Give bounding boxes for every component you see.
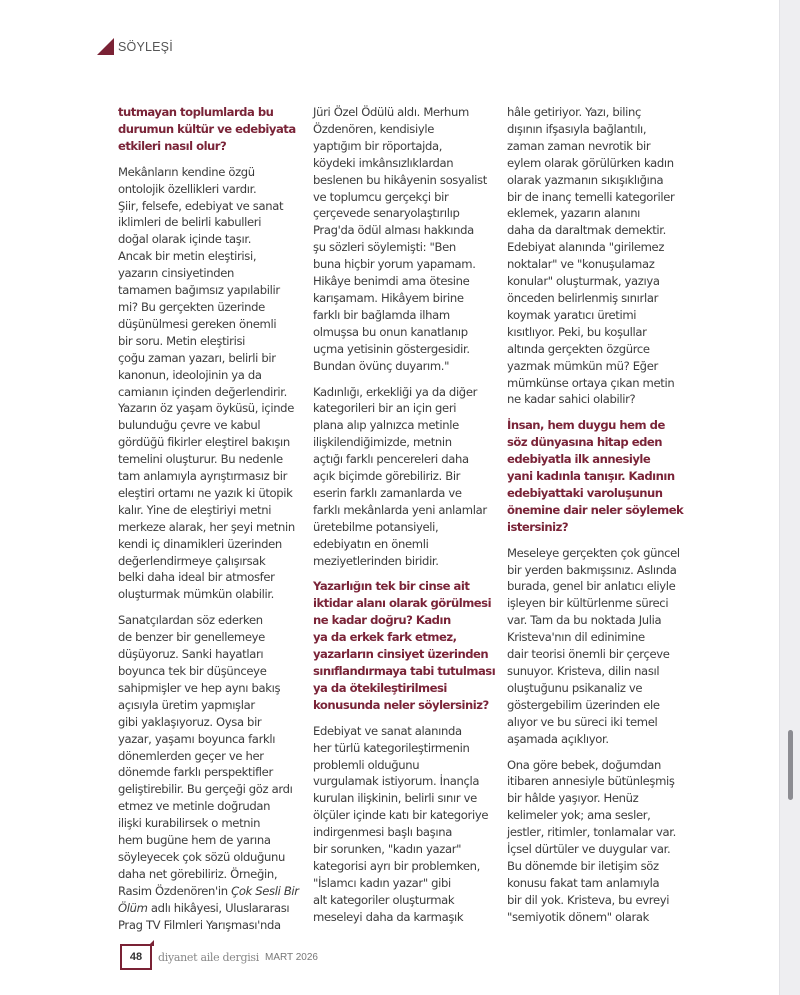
text-line: mümkünse ortaya çıkan metin (507, 375, 675, 390)
text-line: konusunda neler söylersiniz? (313, 697, 489, 712)
text-line: etmez ve metinle doğrudan (118, 799, 271, 814)
section-header (97, 38, 173, 55)
italic-title: Çok Sesli Bir (231, 883, 299, 898)
text-line: ne kadar doğru? Kadın (313, 613, 451, 628)
text-line: farklı bir bağlamda ilham (313, 307, 450, 322)
text-line: bir soru. Metin eleştirisi (118, 333, 246, 348)
answer-paragraph (507, 545, 697, 748)
answer-paragraph (507, 757, 697, 926)
viewer-side-panel (779, 0, 800, 995)
column-3 (507, 104, 697, 935)
text-line: yazarın cinsiyetinden (118, 266, 234, 281)
text-line: iklimleri de belirli kabulleri (118, 215, 262, 230)
text-line: ya da ötekileştirilmesi (313, 680, 447, 695)
text-line: konusu fakat tam anlamıyla (507, 875, 660, 890)
text-line: edebiyattaki varoluşunun (507, 485, 663, 500)
text-line: beslenen bu hikâyenin sosyalist (313, 172, 487, 187)
text-line: oluştuğunu psikanaliz ve (507, 680, 643, 695)
text-line: mi? Bu gerçekten üzerinde (118, 299, 265, 314)
text-line: Şiir, felsefe, edebiyat ve sanat (118, 198, 284, 213)
text-line: Kadınlığı, erkekliği ya da diğer (313, 384, 478, 399)
text-line: "semiyotik dönem" olarak (507, 909, 649, 924)
column-2 (313, 104, 503, 935)
interview-question (313, 578, 503, 713)
page-number: 48 (120, 944, 152, 970)
text-line: bir sorunken, "kadın yazar" (313, 842, 462, 857)
text-line: altında gerçekten özgürce (507, 341, 650, 356)
text-line: kalır. Yine de eleştiriyi metni (118, 502, 272, 517)
italic-title: Ölüm (118, 900, 148, 915)
text-line: belki daha ideal bir atmosfer (118, 570, 275, 585)
text-line: şu sözleri söylemişti: "Ben (313, 240, 456, 255)
text-line: açık biçimde görebiliriz. Bir (313, 469, 461, 484)
text-line: buna hiçbir yorum yapamam. (313, 257, 476, 272)
text-line: düşüyoruz. Sanki hayatları (118, 647, 264, 662)
text-line: iktidar alanı olarak görülmesi (313, 596, 492, 611)
text-line: Prag'da ödül alması hakkında (313, 223, 474, 238)
answer-paragraph (507, 104, 697, 408)
triangle-logo-icon (97, 38, 114, 55)
text-line: dönemde farklı perspektifler (118, 765, 273, 780)
text-line: kurulan ilişkinin, belirli sınır ve (313, 791, 477, 806)
text-segment: adlı hikâyesi, Uluslararası (147, 900, 290, 915)
text-line: tamamen bağımsız yapılabilir (118, 283, 280, 298)
answer-paragraph (118, 164, 308, 604)
text-line: farklı mekânlarda yeni anlamlar (313, 502, 487, 517)
text-line: kısıtlıyor. Peki, bu koşullar (507, 324, 647, 339)
text-line: itibaren annesiyle bütünleşmiş (507, 774, 675, 789)
text-line: Yazarın öz yaşam öyküsü, içinde (118, 401, 294, 416)
text-line: söz dünyasına hitap eden (507, 435, 663, 450)
text-line: kategorisi ayrı bir problemken, (313, 858, 480, 873)
text-line: Meseleye gerçekten çok güncel (507, 545, 680, 560)
text-line: düşünülmesi gereken önemli (118, 316, 277, 331)
text-line: doğal olarak içinde taşır. (118, 232, 252, 247)
text-line: merkeze alarak, her şeyi metnin (118, 519, 295, 534)
text-line: önemine dair neler söylemek (507, 502, 684, 517)
magazine-name: diyanet aile dergisi (158, 950, 259, 964)
text-line: edebiyatın en önemli (313, 536, 429, 551)
text-line: Prag TV Filmleri Yarışması'nda (118, 917, 281, 932)
text-line (118, 883, 308, 900)
text-line: bulunduğu çevre ve kabul (118, 418, 261, 433)
text-line: dair teorisi önemli bir çerçeve (507, 647, 670, 662)
text-line: ilişki kurabilirsek o metnin (118, 816, 261, 831)
text-line: indirgenmesi başlı başına (313, 825, 452, 840)
text-line: kategorileri bir an için geri (313, 401, 457, 416)
text-line: ontolojik özellikleri vardır. (118, 181, 257, 196)
text-line: söyleyecek çok sözü olduğunu (118, 849, 285, 864)
text-line: durumun kültür ve edebiyata (118, 121, 296, 136)
text-line: yani kadınla tanışır. Kadının (507, 469, 675, 484)
text-line: açtığı farklı pencereleri daha (313, 452, 469, 467)
text-line: Edebiyat alanında "girilemez (507, 240, 665, 255)
text-line: Jüri Özel Ödülü aldı. Merhum (313, 105, 469, 119)
text-line: Edebiyat ve sanat alanında (313, 723, 462, 738)
text-line: gördüğü fikirler eleştirel bakışın (118, 435, 290, 450)
answer-paragraph (313, 723, 503, 926)
text-line: alıyor ve bu süreci iki temel (507, 714, 658, 729)
text-line: daha da daraltmak demektir. (507, 223, 666, 238)
text-line: değerlendirmeye çalışırsak (118, 553, 266, 568)
text-line: çerçevede senaryolaştırılıp (313, 206, 460, 221)
interview-question (507, 417, 697, 535)
text-line: sunuyor. Kristeva, dilin nasıl (507, 664, 660, 678)
text-line: burada, genel bir anlatıcı eliyle (507, 579, 676, 594)
text-line: edebiyatla ilk annesiyle (507, 452, 651, 467)
text-line: kanonun, ideolojinin ya da (118, 367, 262, 382)
text-line: yaptığım bir röportajda, (313, 138, 443, 153)
text-line: zaman zaman nevrotik bir (507, 138, 651, 153)
text-line: boyunca tek bir düşünceye (118, 664, 267, 678)
text-line: Ona göre bebek, doğumdan (507, 757, 661, 772)
text-line: Özdenören, kendisiyle (313, 121, 434, 136)
text-line: dışının ifşasıyla bağlantılı, (507, 121, 647, 136)
text-line: yazmak mümkün mü? Eğer (507, 358, 658, 373)
page-footer (120, 944, 318, 970)
text-line: ilişkilendiğimizde, metnin (313, 435, 452, 450)
text-line: de benzer bir genellemeye (118, 630, 265, 645)
text-line: göstergebilim üzerinden ele (507, 697, 660, 712)
text-line (118, 900, 308, 917)
interview-question (118, 104, 308, 155)
text-line: İçsel dürtüler ve duygular var. (507, 842, 671, 857)
text-line: meseleyi daha da karmaşık (313, 909, 464, 924)
text-line: köydeki imkânsızlıklardan (313, 155, 454, 170)
text-line: Ancak bir metin eleştirisi, (118, 249, 257, 264)
text-line: dönemlerden geçer ve her (118, 748, 264, 763)
text-line: koymak yaratıcı üretimi (507, 307, 637, 322)
text-line: "İslamcı kadın yazar" gibi (313, 875, 451, 890)
text-line: Sanatçılardan söz ederken (118, 613, 263, 628)
text-line: önceden belirlenmiş sınırlar (507, 290, 659, 305)
text-line: İnsan, hem duygu hem de (507, 418, 665, 433)
text-line: çoğu zaman yazarı, belirli bir (118, 350, 276, 365)
section-label: SÖYLEŞİ (118, 39, 173, 54)
text-line: meziyetlerinden biridir. (313, 553, 439, 568)
text-line: istersiniz? (507, 519, 569, 534)
text-line: gibi yaklaşıyoruz. Oysa bir (118, 714, 262, 729)
text-line: alt kategoriler oluşturmak (313, 892, 455, 907)
text-line: noktalar" ve "konuşulamaz (507, 257, 655, 272)
text-line: temelini oluşturur. Bu nedenle (118, 452, 283, 467)
text-line: ölçüler içinde katı bir kategoriye (313, 808, 489, 823)
text-line: tutmayan toplumlarda bu (118, 105, 274, 119)
text-line: kendi iç dinamikleri üzerinden (118, 536, 282, 551)
column-1 (118, 104, 308, 943)
text-line: hâle getiriyor. Yazı, bilinç (507, 105, 641, 119)
text-line: yazar, yaşamı boyunca farklı (118, 731, 276, 746)
text-line: problemli olduğunu (313, 757, 420, 772)
text-line: hem bugüne hem de yarına (118, 833, 271, 848)
answer-paragraph (313, 104, 503, 375)
text-segment: Rasim Özdenören'in (118, 883, 232, 898)
text-line: eserin farklı zamanlarda ve (313, 485, 462, 500)
text-line: Kristeva'nın dil edinimine (507, 630, 645, 645)
text-line: Yazarlığın tek bir cinse ait (313, 579, 470, 594)
text-line: ya da erkek fark etmez, (313, 630, 457, 645)
text-line: üretebilme potansiyeli, (313, 519, 439, 534)
text-line: Bundan övünç duyarım." (313, 358, 450, 373)
text-line: Bu dönemde bir iletişim söz (507, 858, 659, 873)
text-line: plana alıp yalnızca metinle (313, 418, 459, 433)
text-line: Mekânların kendine özgü (118, 164, 255, 179)
text-line: eleştiri ortamı ne yazık ki ütopik (118, 485, 293, 500)
text-line: sahipmişler ve hep aynı bakış (118, 680, 281, 695)
text-line: camianın içinden değerlendirir. (118, 384, 287, 399)
text-line: konular" oluşturmak, yazıya (507, 274, 660, 289)
text-line: geliştirebilir. Bu gerçeği göz ardı (118, 782, 293, 797)
text-line: eklemek, yazarın alanını (507, 206, 641, 221)
text-line: karışamam. Hikâyem birine (313, 290, 464, 305)
text-line: açısıyla üretim yapmışlar (118, 697, 255, 712)
text-line: olarak yazmanın sıkışıklığına (507, 172, 664, 187)
text-line: oluşturmak mümkün olabilir. (118, 587, 275, 602)
issue-date: MART 2026 (264, 951, 318, 963)
text-line: ne kadar sahici olabilir? (507, 392, 636, 407)
text-line: vurgulamak istiyorum. İnançla (313, 774, 480, 789)
text-line: sınıflandırmaya tabi tutulması (313, 664, 496, 678)
text-line: her türlü kategorileştirmenin (313, 740, 470, 755)
text-line: ve toplumcu gerçekçi bir (313, 189, 449, 204)
answer-paragraph (118, 612, 308, 933)
text-line: bir hâlde yaşıyor. Henüz (507, 791, 639, 806)
text-line: Hikâye benimdi ama ötesine (313, 274, 470, 289)
text-line: eylem olarak görülürken kadın (507, 155, 674, 170)
text-line: etkileri nasıl olur? (118, 138, 227, 153)
text-line: var. Tam da bu noktada Julia (507, 613, 662, 628)
text-line: aşamada açıklıyor. (507, 731, 609, 746)
scrollbar-thumb[interactable] (788, 730, 793, 800)
text-line: bir yerden bakmışsınız. Aslında (507, 562, 677, 577)
answer-paragraph (313, 384, 503, 570)
text-line: olmuşsa bu onun kanatlanıp (313, 324, 468, 339)
text-line: tam anlamıyla ayrıştırmasız bir (118, 469, 288, 484)
text-line: bir de inanç temelli kategoriler (507, 189, 675, 204)
text-line: bir dil yok. Kristeva, bu evreyi (507, 892, 670, 907)
text-line: kelimeler yok; ama sesler, (507, 808, 651, 823)
text-line: jestler, ritimler, tonlamalar var. (507, 825, 676, 840)
text-line: uçma yetisinin göstergesidir. (313, 341, 470, 356)
text-line: daha net görebiliriz. Örneğin, (118, 866, 278, 881)
text-line: yazarların cinsiyet üzerinden (313, 647, 489, 662)
text-line: işleyen bir kültürlenme süreci (507, 596, 669, 611)
